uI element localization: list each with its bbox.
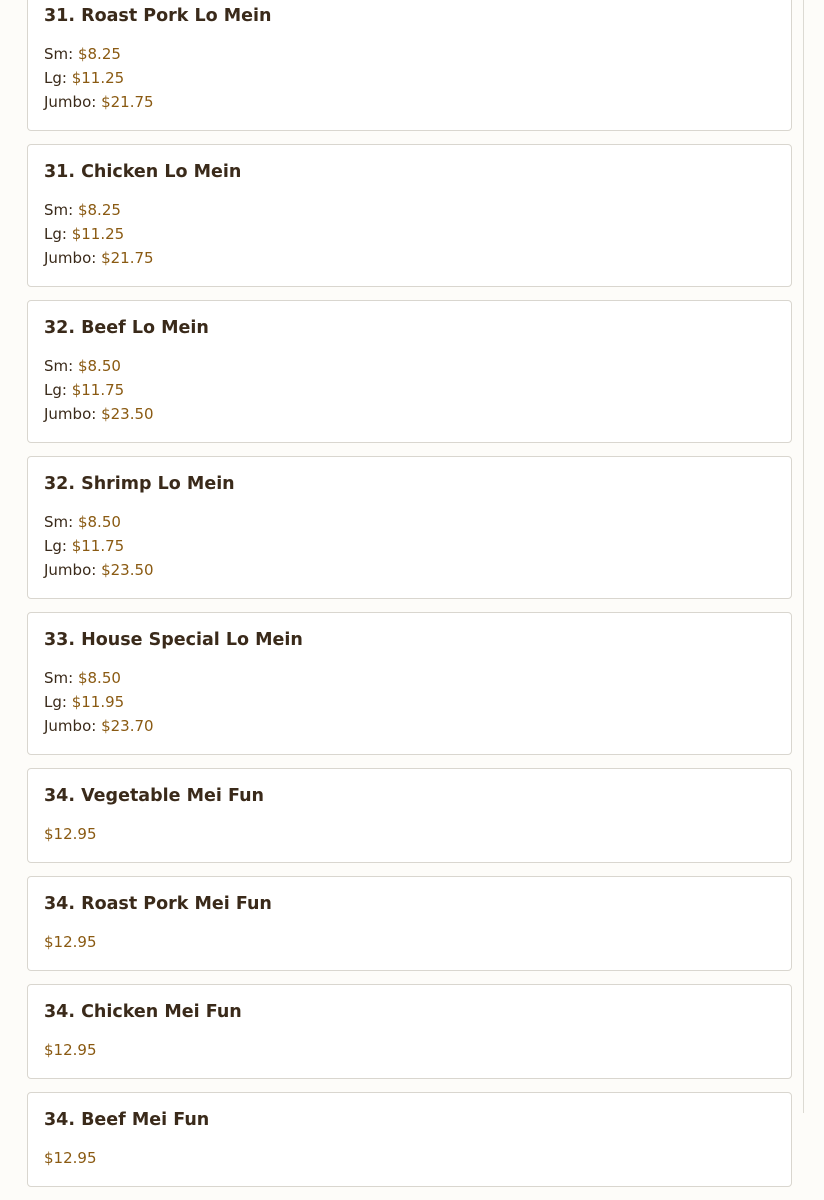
- menu-item-card[interactable]: [27, 300, 792, 443]
- price-value: $8.25: [77, 45, 121, 63]
- size-label: Sm:: [44, 201, 74, 219]
- price-value: $8.50: [77, 669, 121, 687]
- menu-item-card[interactable]: [27, 984, 792, 1079]
- price-value: $11.25: [71, 225, 125, 243]
- price-option-jumbo: [44, 246, 775, 270]
- price-option-jumbo: [44, 402, 775, 426]
- price-value: $8.50: [77, 513, 121, 531]
- price-option-jumbo: [44, 558, 775, 582]
- price-value: $21.75: [101, 93, 154, 111]
- price-value: $11.75: [71, 381, 125, 399]
- size-label: Jumbo:: [44, 249, 97, 267]
- price-value: $23.50: [101, 405, 154, 423]
- price-value: $11.75: [71, 537, 125, 555]
- price-option-large: [44, 690, 775, 714]
- price-option-small: [44, 198, 775, 222]
- menu-item-card[interactable]: [27, 768, 792, 863]
- price-option: [44, 822, 775, 846]
- menu-item-name: 33. House Special Lo Mein: [44, 630, 303, 650]
- page-edge-divider: [803, 0, 804, 1113]
- price-option: [44, 1038, 775, 1062]
- price-value: $8.50: [77, 357, 121, 375]
- price-value: $12.95: [44, 825, 97, 843]
- price-value: $21.75: [101, 249, 154, 267]
- menu-item-card[interactable]: [27, 1092, 792, 1187]
- size-label: Sm:: [44, 357, 74, 375]
- price-value: $8.25: [77, 201, 121, 219]
- menu-item-list: [27, 0, 792, 1200]
- size-label: Lg:: [44, 693, 67, 711]
- price-option-large: [44, 222, 775, 246]
- price-value: $11.95: [71, 693, 125, 711]
- size-label: Lg:: [44, 537, 67, 555]
- menu-item-name: 34. Beef Mei Fun: [44, 1110, 210, 1130]
- menu-item-card[interactable]: [27, 144, 792, 287]
- price-value: $12.95: [44, 1149, 97, 1167]
- menu-item-name: 34. Vegetable Mei Fun: [44, 786, 264, 806]
- size-label: Sm:: [44, 669, 74, 687]
- size-label: Lg:: [44, 381, 67, 399]
- price-option-small: [44, 354, 775, 378]
- menu-item-card[interactable]: [27, 0, 792, 131]
- price-value: $11.25: [71, 69, 125, 87]
- price-option-large: [44, 534, 775, 558]
- price-option: [44, 930, 775, 954]
- menu-item-name: 34. Chicken Mei Fun: [44, 1002, 242, 1022]
- size-label: Jumbo:: [44, 405, 97, 423]
- price-option-large: [44, 378, 775, 402]
- price-value: $23.50: [101, 561, 154, 579]
- size-label: Jumbo:: [44, 93, 97, 111]
- price-option-small: [44, 42, 775, 66]
- menu-item-name: 31. Roast Pork Lo Mein: [44, 6, 272, 26]
- price-option-small: [44, 510, 775, 534]
- size-label: Sm:: [44, 513, 74, 531]
- size-label: Sm:: [44, 45, 74, 63]
- price-option-small: [44, 666, 775, 690]
- menu-item-name: 34. Roast Pork Mei Fun: [44, 894, 272, 914]
- menu-item-name: 32. Shrimp Lo Mein: [44, 474, 235, 494]
- size-label: Jumbo:: [44, 561, 97, 579]
- price-option-jumbo: [44, 714, 775, 738]
- menu-item-name: 32. Beef Lo Mein: [44, 318, 209, 338]
- menu-item-card[interactable]: [27, 612, 792, 755]
- menu-item-card[interactable]: [27, 876, 792, 971]
- price-option-large: [44, 66, 775, 90]
- price-value: $12.95: [44, 933, 97, 951]
- menu-item-card[interactable]: [27, 456, 792, 599]
- price-value: $12.95: [44, 1041, 97, 1059]
- price-option-jumbo: [44, 90, 775, 114]
- menu-item-name: 31. Chicken Lo Mein: [44, 162, 242, 182]
- size-label: Jumbo:: [44, 717, 97, 735]
- size-label: Lg:: [44, 69, 67, 87]
- price-value: $23.70: [101, 717, 154, 735]
- price-option: [44, 1146, 775, 1170]
- size-label: Lg:: [44, 225, 67, 243]
